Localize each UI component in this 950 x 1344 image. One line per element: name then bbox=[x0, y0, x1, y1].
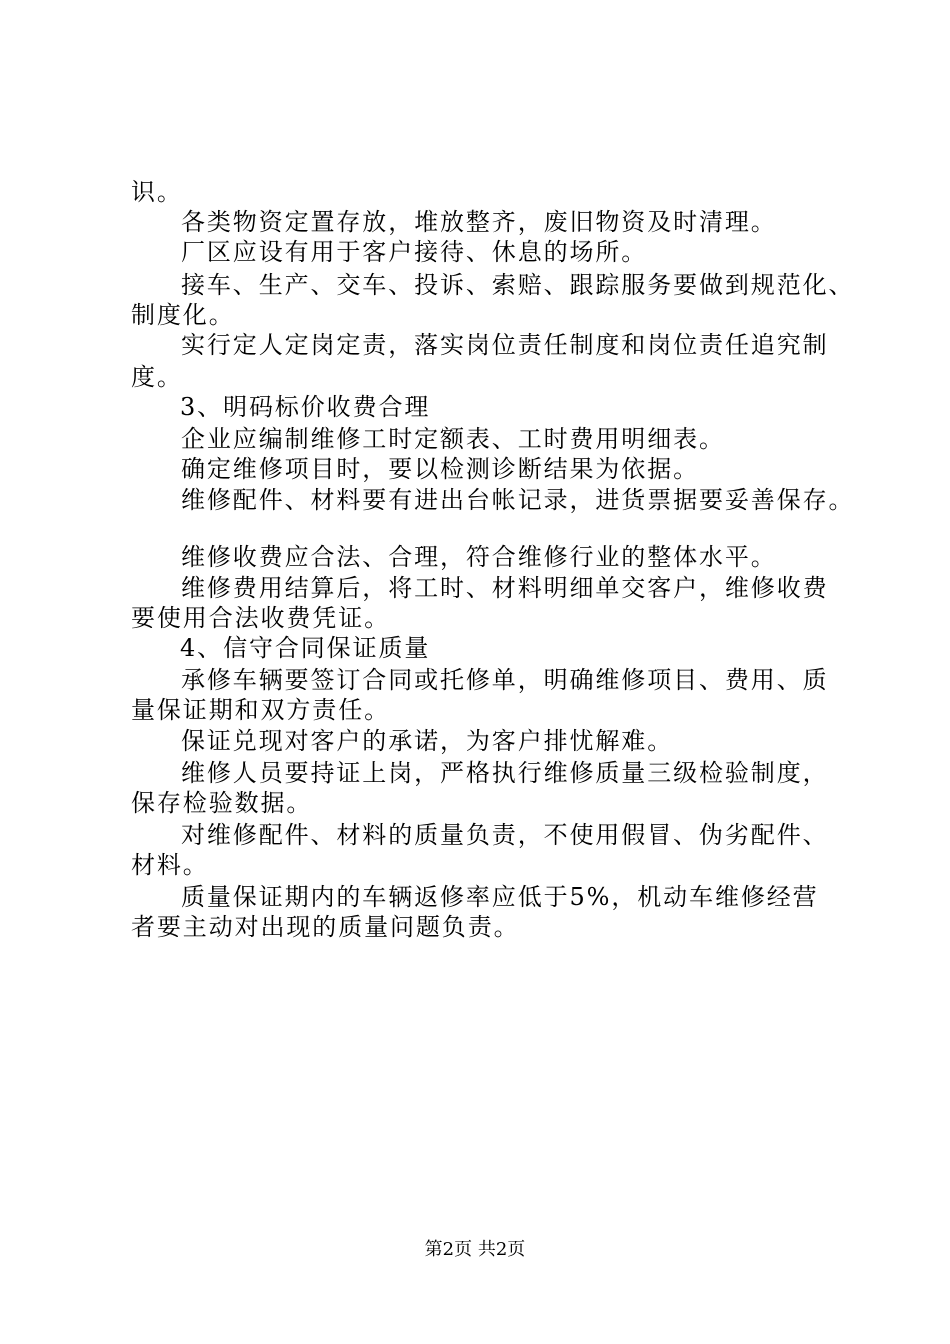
text-line: 者要主动对出现的质量问题负责。 bbox=[131, 913, 520, 941]
text-line: 保存检验数据。 bbox=[131, 789, 313, 817]
text-line: 材料。 bbox=[131, 851, 209, 879]
text-line: 量保证期和双方责任。 bbox=[131, 696, 390, 724]
text-line: 度。 bbox=[131, 363, 183, 391]
text-line: 质量保证期内的车辆返修率应低于5%，机动车维修经营 bbox=[181, 883, 819, 911]
text-line: 承修车辆要签订合同或托修单，明确维修项目、费用、质 bbox=[181, 666, 829, 694]
text-line: 要使用合法收费凭证。 bbox=[131, 604, 390, 632]
text-line: 维修费用结算后，将工时、材料明细单交客户，维修收费 bbox=[181, 574, 829, 602]
text-line: 企业应编制维修工时定额表、工时费用明细表。 bbox=[181, 425, 725, 453]
text-line: 对维修配件、材料的质量负责，不使用假冒、伪劣配件、 bbox=[181, 821, 829, 849]
text-line: 确定维修项目时，要以检测诊断结果为依据。 bbox=[181, 455, 699, 483]
text-line: 维修收费应合法、合理，符合维修行业的整体水平。 bbox=[181, 543, 777, 571]
text-line: 实行定人定岗定责，落实岗位责任制度和岗位责任追究制 bbox=[181, 331, 829, 359]
section-heading: 4、信守合同保证质量 bbox=[180, 634, 431, 662]
text-line: 维修人员要持证上岗，严格执行维修质量三级检验制度， bbox=[181, 759, 829, 787]
section-heading: 3、明码标价收费合理 bbox=[180, 393, 431, 421]
text-line: 维修配件、材料要有进出台帐记录，进货票据要妥善保存。 bbox=[181, 486, 855, 514]
text-line: 保证兑现对客户的承诺，为客户排忧解难。 bbox=[181, 727, 674, 755]
text-line: 制度化。 bbox=[131, 301, 235, 329]
text-line: 厂区应设有用于客户接待、休息的场所。 bbox=[181, 238, 648, 266]
text-line: 接车、生产、交车、投诉、索赔、跟踪服务要做到规范化、 bbox=[181, 271, 855, 299]
text-line: 各类物资定置存放，堆放整齐，废旧物资及时清理。 bbox=[181, 208, 777, 236]
page-number-footer: 第2页 共2页 bbox=[424, 1239, 526, 1260]
text-line: 识。 bbox=[131, 178, 183, 206]
